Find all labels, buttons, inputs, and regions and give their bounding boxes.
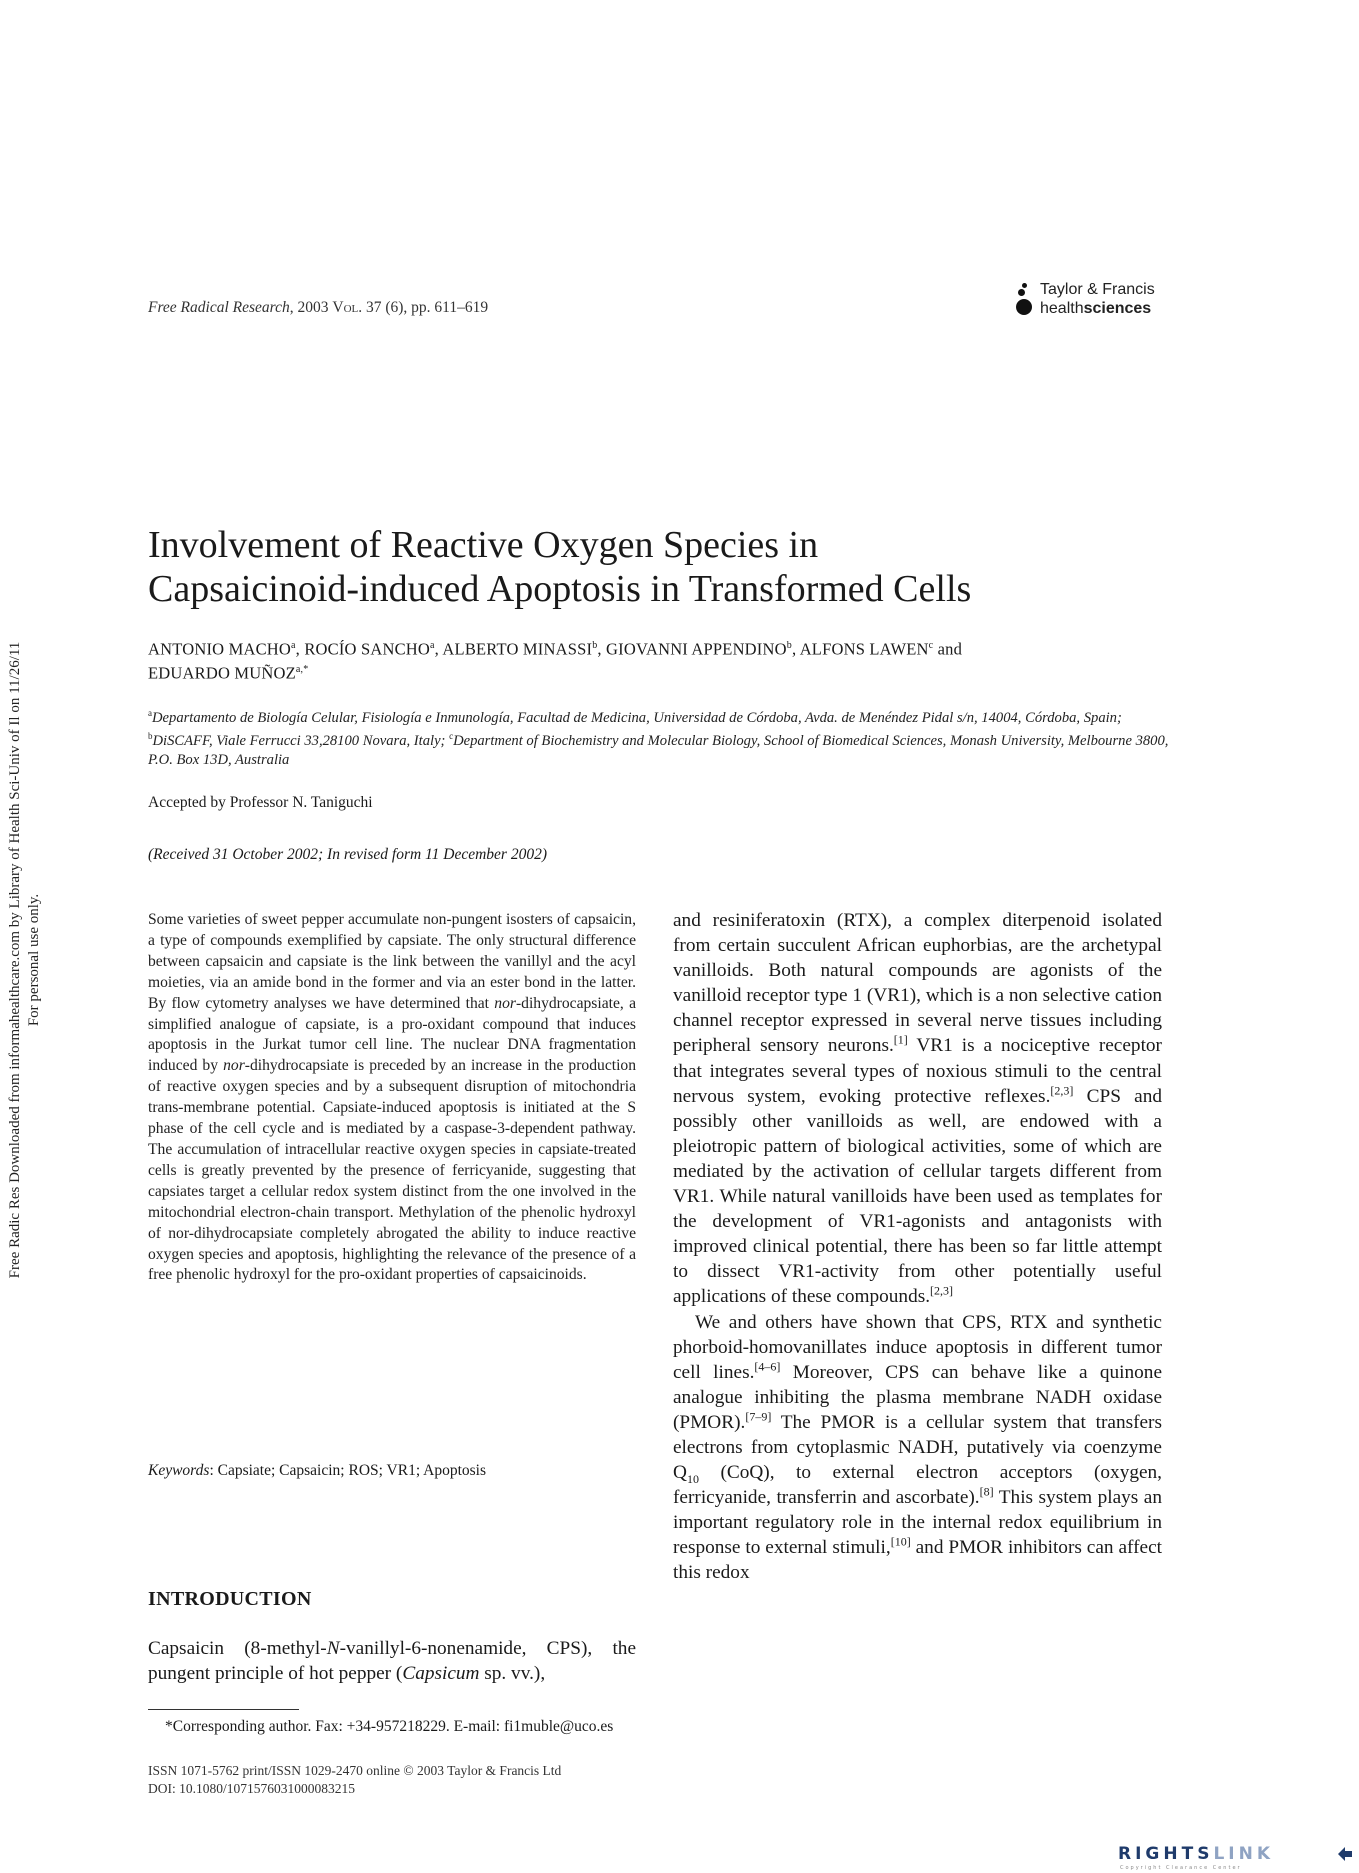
publisher-logo-icon (1016, 283, 1036, 319)
affiliation-mark: c (449, 731, 454, 742)
author-affiliation-mark: b (592, 640, 598, 651)
text-run: This system plays an important regulatory role in the internal redox equilibrium in response to external stimuli, (673, 1487, 1163, 1559)
subscript: 10 (686, 1471, 699, 1486)
text-run: We and others have shown that CPS, RTX and synthetic phorboid-homovanillates induce apoptosis in different tumor cell lines. (673, 1311, 1162, 1383)
footnote-rule (148, 1709, 299, 1710)
article-title-line-1: Involvement of Reactive Oxygen Species in (148, 524, 819, 566)
abstract: Some varieties of sweet pepper accumulate non-pungent isosters of capsaicin, a type of compounds exemplified by capsiate. The only structural difference between capsaicin and capsiate is the link between the vanillyl and the acyl moieties, via an amide bond in the former and via an ester bond in the latter. By flow cytometry analyses we have determined that nor-dihydrocapsiate, a simplified analogue of capsiate, is a pro-oxidant compound that induces apoptosis in the Jurkat tumor cell line. The nuclear DNA fragmentation induced by nor-dihydrocapsiate is preceded by an increase in the production of reactive oxygen species and by a subsequent disruption of mitochondria trans-membrane potential. Capsiate-induced apoptosis is initiated at the S phase of the cell cycle and is mediated by a caspase-3-dependent pathway. The accumulation of intracellular reactive oxygen species in capsiate-treated cells is greatly prevented by the presence of ferricyanide, suggesting that capsiates target a cellular redox system distinct from the one involved in the mitochondrial electron-chain transport. Methylation of the phenolic hydroxyl of nor-dihydrocapsiate completely abrogated the ability to induce reactive oxygen species and apoptosis, highlighting the relevance of the presence of a free phenolic hydroxyl for the pro-oxidant properties of capsaicinoids. (148, 911, 636, 1284)
intro-paragraph-2 (673, 1310, 1162, 1586)
journal-volume-pages: . 37 (6), pp. 611–619 (358, 299, 489, 316)
affiliation-mark: b (148, 731, 153, 742)
received-dates: (Received 31 October 2002; In revised form 11 December 2002) (148, 846, 547, 863)
journal-volume-label: Vol (332, 299, 359, 316)
journal-citation (148, 299, 488, 317)
keywords: Keywords: Capsiate; Capsaicin; ROS; VR1; Apoptosis (148, 1462, 487, 1479)
publisher-name: Taylor & Francis (1040, 281, 1155, 298)
issn-doi-block (148, 1762, 561, 1798)
citation-ref: [2,3] (930, 1283, 954, 1298)
author-affiliation-mark: b (786, 640, 792, 651)
introduction-left-column: Capsaicin (8-methyl-N-vanillyl-6-nonenamide, CPS), the pungent principle of hot pepper (Capsicum sp. vv.), (148, 1638, 637, 1684)
text-run: The PMOR is a cellular system that transfers electrons from cytoplasmic NADH, putatively via coenzyme Q (673, 1411, 1162, 1484)
text-run: (CoQ), to external electron acceptors (oxygen, ferricyanide, transferrin and ascorbate). (673, 1462, 1162, 1509)
publisher-logo (1016, 281, 1166, 321)
text-run: and resiniferatoxin (RTX), a complex diterpenoid isolated from certain succulent African euphorbias, are the archetypal vanilloids. Both natural compounds are agonists of the vanilloid receptor type 1 (VR1), which is a non selective cation channel receptor expressed in several nerve tissues including peripheral sensory neurons. (673, 910, 1162, 1057)
article-title-line-2: Capsaicinoid-induced Apoptosis in Transformed Cells (148, 568, 972, 610)
download-notice-text (6, 642, 44, 1279)
author-name: ALFONS LAWEN (799, 639, 929, 659)
citation-ref: [1] (893, 1033, 908, 1048)
author-name: ROCÍO SANCHO (304, 639, 431, 659)
keywords-list: Capsiate; Capsaicin; ROS; VR1; Apoptosis (217, 1462, 487, 1479)
issn-line: ISSN 1071-5762 print/ISSN 1029-2470 online © 2003 Taylor & Francis Ltd (148, 1763, 562, 1778)
affiliations (148, 704, 1173, 769)
intro-paragraph-1 (673, 908, 1162, 1310)
author-affiliation-mark: c (928, 640, 934, 651)
citation-ref: [10] (890, 1534, 911, 1549)
affiliation-mark: a (148, 708, 152, 718)
section-heading-introduction: INTRODUCTION (148, 1588, 312, 1610)
citation-ref: [7–9] (745, 1409, 772, 1424)
author-name: EDUARDO MUÑOZ (148, 663, 296, 682)
download-notice-line-2: For personal use only. (26, 893, 42, 1027)
citation-ref: [8] (979, 1484, 994, 1499)
journal-name: Free Radical Research (148, 299, 290, 316)
author-name: ANTONIO MACHO (148, 639, 292, 659)
doi-line: DOI: 10.1080/1071576031000083215 (148, 1781, 355, 1796)
author-name: ALBERTO MINASSI (442, 639, 593, 659)
journal-year: , 2003 (289, 299, 333, 316)
citation-ref: [2,3] (1050, 1083, 1074, 1098)
download-notice-line-1: Free Radic Res Downloaded from informahealthcare.com by Library of Health Sci-Univ of Il on 11/26/11 (7, 641, 23, 1279)
affiliation-text: Departamento de Biología Celular, Fisiología e Inmunología, Facultad de Medicina, Universidad de Córdoba, Avda. de Menéndez Pidal s/n, 14004, Córdoba, Spain; (152, 709, 1122, 726)
affiliation-text: DiSCAFF, Viale Ferrucci 33,28100 Novara, Italy; (152, 733, 450, 750)
download-notice (2, 589, 48, 1331)
author-affiliation-mark: a (430, 640, 435, 651)
affiliation-text: Department of Biochemistry and Molecular Biology, School of Biomedical Sciences, Monash University, Melbourne 3800, P.O. Box 13D, Australia (148, 733, 1169, 768)
publisher-imprint: healthsciences (1040, 300, 1152, 317)
keywords-label: Keywords (148, 1462, 210, 1479)
rightslink-tagline: Copyright Clearance Center (1120, 1865, 1242, 1871)
author-affiliation-mark: a,* (295, 663, 309, 675)
rightslink-logo (1118, 1844, 1354, 1870)
text-run: and PMOR inhibitors can affect this redox (673, 1537, 1162, 1584)
rightslink-arrow-icon (1336, 1845, 1354, 1863)
corresponding-author-note: *Corresponding author. Fax: +34-957218229. E-mail: fi1muble@uco.es (165, 1718, 614, 1735)
citation-ref: [4–6] (754, 1359, 781, 1374)
author-list: ANTONIO MACHO$^a$, ROCÍO SANCHO$^a$, ALBERTO MINASSI$^b$, GIOVANNI APPENDINO$^b$, ALFONS LAWEN$^c$ and EDUARDO $MUÑOZ^{a,*}$ (148, 639, 963, 682)
article-title (148, 523, 1168, 611)
accepted-by: Accepted by Professor N. Taniguchi (148, 794, 373, 811)
rightslink-wordmark: RIGHTSLINK (1118, 1844, 1274, 1864)
author-affiliation-mark: a (291, 640, 296, 651)
introduction-right-column (673, 908, 1162, 1586)
text-run: CPS and possibly other vanilloids as well, are endowed with a pleiotropic pattern of biological activities, some of which are mediated by the activation of cellular targets different from VR1. While natural vanilloids have been used as templates for the development of VR1-agonists and antagonists with improved clinical potential, there has been so far little attempt to dissect VR1-activity from other potentially useful applications of these compounds. (673, 1085, 1162, 1308)
author-name: GIOVANNI APPENDINO (606, 639, 787, 659)
text-run: Moreover, CPS can behave like a quinone analogue inhibiting the plasma membrane NADH oxidase (PMOR). (673, 1361, 1163, 1433)
text-run: VR1 is a nociceptive receptor that integrates several types of noxious stimuli to the central nervous system, evoking protective reflexes. (673, 1035, 1162, 1107)
